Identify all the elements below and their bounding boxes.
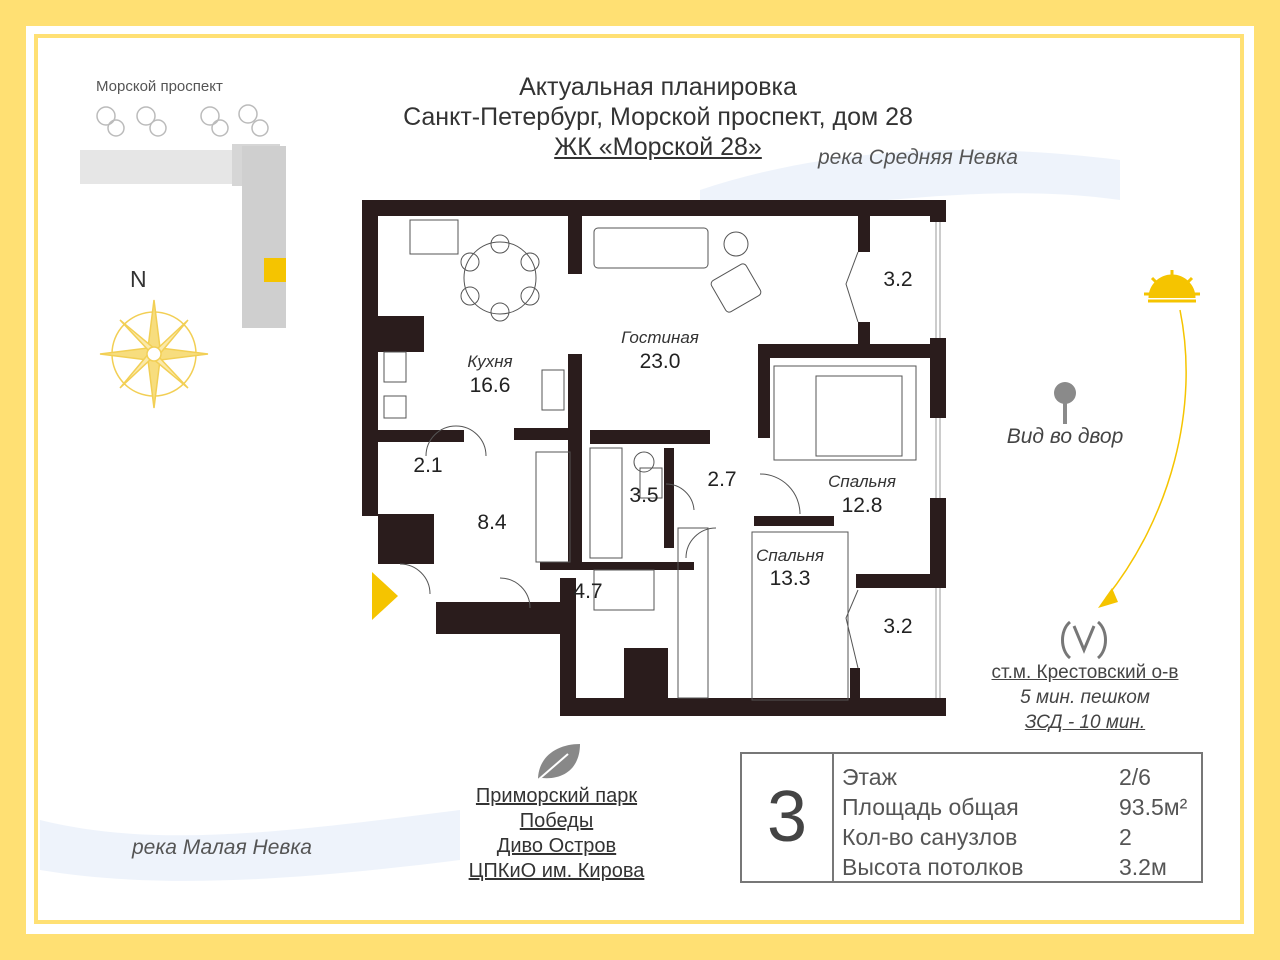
room-area-hall: 8.4	[477, 511, 507, 534]
building-marker	[264, 258, 286, 282]
room-area-bedroom-2: 13.3	[769, 567, 811, 590]
info-key: Высота потолков	[842, 854, 1024, 880]
info-row-ceiling	[842, 854, 1202, 884]
park-list	[440, 784, 673, 884]
info-value: 3.2м	[1119, 854, 1167, 880]
park-link-tspkio[interactable]: ЦПКиО им. Кирова	[468, 860, 645, 882]
street-label: Морской проспект	[96, 78, 223, 95]
compass-icon	[98, 298, 210, 410]
apartment-info-table	[740, 752, 1203, 883]
room-name-living: Гостиная	[621, 328, 699, 347]
room-area-kitchen: 16.6	[469, 374, 511, 397]
header-complex-link[interactable]: ЖК «Морской 28»	[554, 133, 762, 161]
park-link-pobedy[interactable]: Победы	[519, 810, 594, 832]
location-pin-icon	[1052, 380, 1078, 426]
park-link-primorsky[interactable]: Приморский парк	[475, 785, 638, 807]
river-label-bottom: река Малая Невка	[132, 836, 312, 859]
rooms-count: 3	[742, 754, 834, 881]
info-value: 2	[1119, 824, 1132, 850]
room-area-closet: 2.1	[413, 454, 443, 477]
metro-info	[955, 660, 1215, 735]
info-key: Этаж	[842, 764, 897, 790]
info-value: 2/6	[1119, 764, 1151, 790]
room-area-corridor: 2.7	[707, 468, 737, 491]
info-value: 93.5м²	[1119, 794, 1188, 820]
room-name-kitchen: Кухня	[467, 352, 513, 371]
leaf-icon	[534, 742, 582, 782]
room-area-balcony-bottom: 3.2	[883, 615, 913, 638]
room-name-bedroom-2: Спальня	[756, 546, 824, 565]
room-area-living: 23.0	[639, 350, 681, 373]
room-area-bathroom: 3.5	[629, 484, 659, 507]
room-area-bedroom-1: 12.8	[841, 494, 883, 517]
info-row-floor	[842, 764, 1202, 794]
park-link-divo-ostrov[interactable]: Диво Остров	[496, 835, 617, 857]
header-title: Актуальная планировка	[519, 73, 797, 101]
info-key: Площадь общая	[842, 794, 1019, 820]
trees-icon	[97, 105, 268, 136]
room-name-bedroom-1: Спальня	[828, 472, 896, 491]
metro-station-link[interactable]: ст.м. Крестовский о-в	[991, 662, 1179, 683]
zsd-time-link[interactable]: ЗСД - 10 мин.	[1024, 712, 1146, 733]
view-label: Вид во двор	[1006, 425, 1124, 448]
header-address: Санкт-Петербург, Морской проспект, дом 28	[403, 103, 913, 131]
entrance-arrow-icon	[372, 572, 398, 620]
info-row-bathrooms	[842, 824, 1202, 854]
river-label-top: река Средняя Невка	[818, 146, 1018, 169]
info-key: Кол-во санузлов	[842, 824, 1018, 850]
north-label: N	[130, 266, 147, 292]
room-area-balcony-top: 3.2	[883, 268, 913, 291]
info-row-area	[842, 794, 1202, 824]
metro-icon	[1060, 618, 1108, 660]
room-area-wc: 4.7	[573, 580, 603, 603]
metro-walk-time: 5 мин. пешком	[1020, 687, 1150, 708]
